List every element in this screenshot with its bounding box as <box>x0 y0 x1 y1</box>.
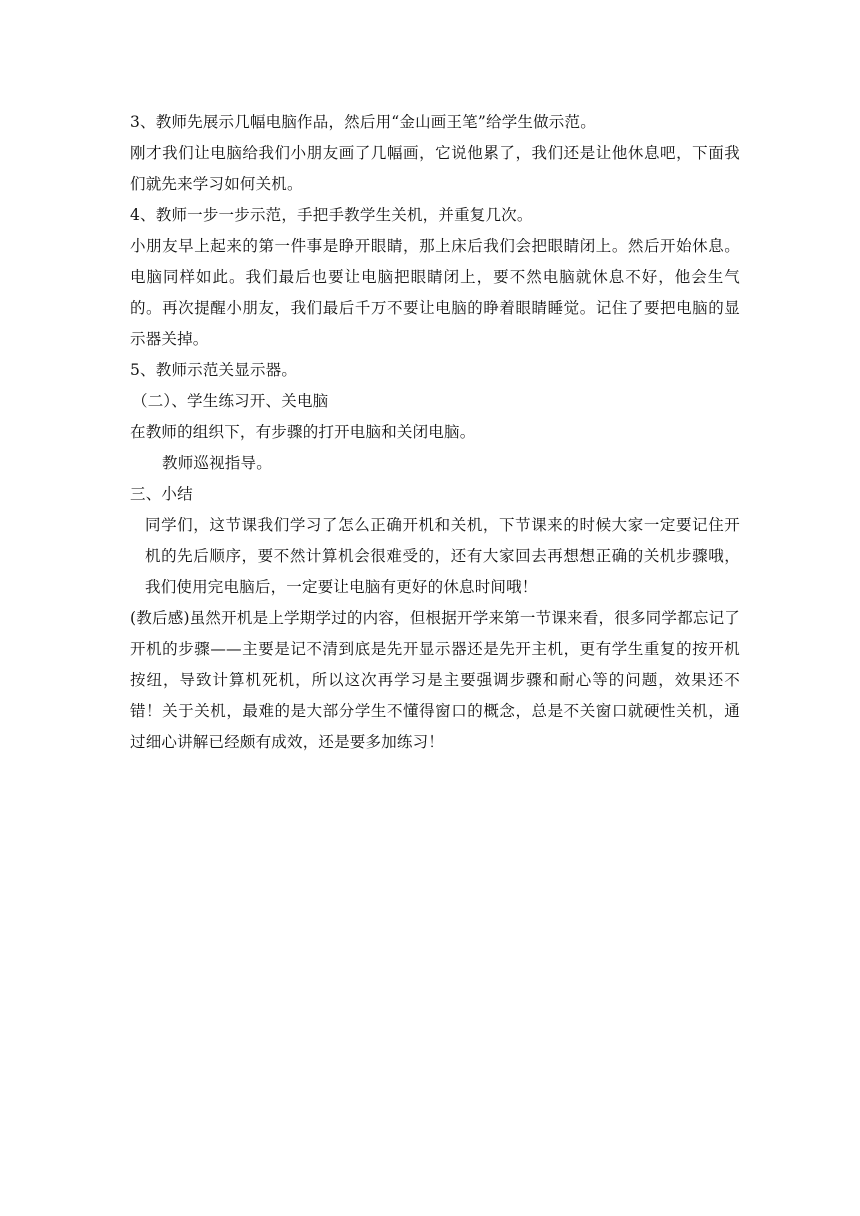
document-body <box>130 107 740 758</box>
paragraph-organized-practice: 在教师的组织下，有步骤的打开电脑和关闭电脑。 <box>130 423 476 441</box>
paragraph-step-5: 5、教师示范关显示器。 <box>130 361 298 379</box>
paragraph-summary: 同学们，这节课我们学习了怎么正确开机和关机，下节课来的时候大家一定要记住开机的先后顺序，要不然计算机会很难受的，还有大家回去再想想正确的关机步骤哦，我们使用完电脑后，一定要让电脑有更好的休息时间哦！ <box>145 516 740 596</box>
paragraph-reflection: (教后感)虽然开机是上学期学过的内容，但根据开学来第一节课来看，很多同学都忘记了开机的步骤——主要是记不清到底是先开显示器还是先开主机，更有学生重复的按开机按纽，导致计算机死机，所以这次再学习是主要强调步骤和耐心等的问题，效果还不错！关于关机，最难的是大部分学生不懂得窗口的概念，总是不关窗口就硬性关机，通过细心讲解已经颇有成效，还是要多加练习！ <box>130 609 740 751</box>
paragraph-teacher-guidance: 教师巡视指导。 <box>162 454 272 472</box>
paragraph-drawing-rest: 刚才我们让电脑给我们小朋友画了几幅画，它说他累了，我们还是让他休息吧，下面我们就先来学习如何关机。 <box>130 144 740 193</box>
paragraph-step-4: 4、教师一步一步示范，手把手教学生关机，并重复几次。 <box>130 206 533 224</box>
paragraph-eyes-analogy: 小朋友早上起来的第一件事是睁开眼睛，那上床后我们会把眼睛闭上。然后开始休息。电脑同样如此。我们最后也要让电脑把眼睛闭上，要不然电脑就休息不好，他会生气的。再次提醒小朋友，我们最后千万不要让电脑的睁着眼睛睡觉。记住了要把电脑的显示器关掉。 <box>130 237 740 348</box>
paragraph-step-3: 3、教师先展示几幅电脑作品，然后用“金山画王笔”给学生做示范。 <box>130 113 596 131</box>
section-heading-summary: 三、小结 <box>130 485 193 503</box>
section-heading-student-practice: （二）、学生练习开、关电脑 <box>132 392 329 410</box>
